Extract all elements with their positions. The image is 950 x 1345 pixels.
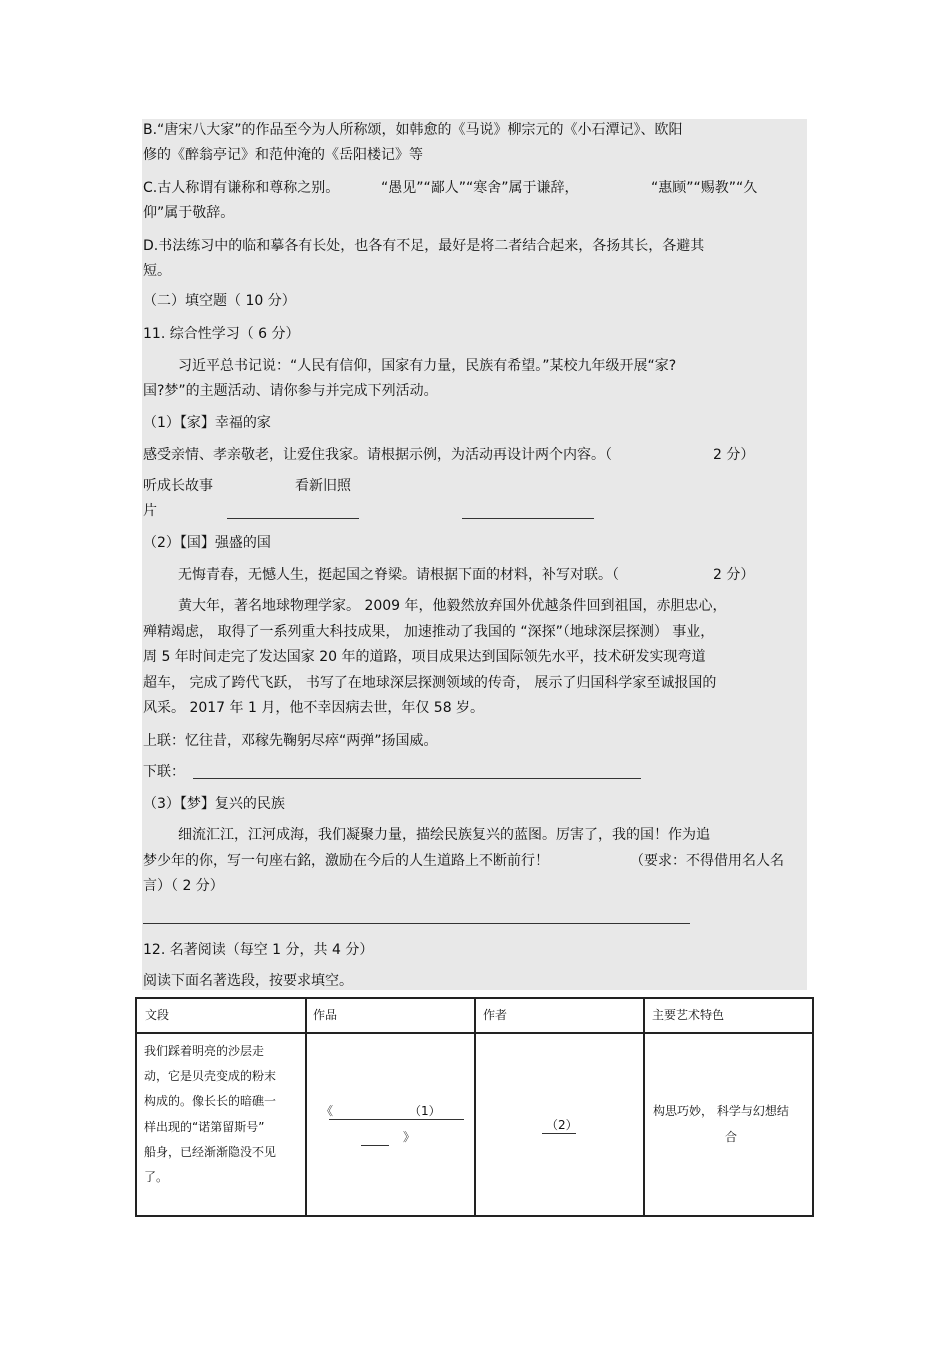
table-header-divider [137, 1032, 812, 1034]
section2-title: （二）填空题（ 10 分） [143, 293, 296, 309]
table-passage-cell [144, 1039, 276, 1190]
passage-line: 动，它是贝壳变成的粉末 [144, 1069, 277, 1084]
upper-couplet: 上联：忆往昔，邓稼先鞠躬尽瘁“两弹”扬国威。 [143, 733, 438, 749]
author-blank-line[interactable] [542, 1133, 576, 1134]
material-line4: 超车， 完成了跨代飞跃， 书写了在地球深层探测领域的传奇， 展示了归国科学家至诚报国的 [143, 675, 717, 691]
part3-prompt-line2b: （要求：不得借用名人名 [630, 853, 784, 869]
option-c-line2: 仰”属于敬辞。 [143, 205, 235, 221]
q11-title: 11. 综合性学习（ 6 分） [143, 326, 300, 342]
q12-instruction: 阅读下面名著选段，按要求填空。 [143, 973, 353, 989]
part1-prompt: 感受亲情、孝亲敬老，让爱住我家。请根据示例，为活动再设计两个内容。（ [143, 447, 612, 463]
part3-prompt-line1: 细流汇江，江河成海，我们凝聚力量，描绘民族复兴的蓝图。厉害了，我的国！作为追 [178, 827, 710, 843]
part2-points: 2 分） [713, 567, 755, 583]
part3-prompt-line2a: 梦少年的你，写一句座右銘，激励在今后的人生道路上不断前行！ [143, 853, 549, 869]
part2-prompt: 无悔青春，无憾人生，挺起国之脊梁。请根据下面的材料，补写对联。（ [178, 567, 619, 583]
passage-line: 船身，已经渐渐隐没不见 [144, 1144, 277, 1159]
work-blank-line[interactable] [329, 1119, 464, 1120]
passage-line: 了。 [144, 1170, 169, 1185]
answer-blank-lower-couplet[interactable] [193, 778, 641, 779]
material-line3: 周 5 年时间走完了发达国家 20 年的道路，项目成果达到国际领先水平，技术研发实现弯道 [143, 649, 706, 665]
table-header-feature: 主要艺术特色 [652, 1008, 725, 1022]
work-blank-line-2[interactable] [361, 1145, 389, 1146]
option-b-line1: B.“唐宋八大家”的作品至今为人所称颂，如韩愈的《马说》柳宗元的《小石潭记》、欧阳 [143, 122, 683, 138]
q11-intro-line2: 国?梦”的主题活动、请你参与并完成下列活动。 [143, 383, 438, 399]
option-d-line2: 短。 [143, 263, 171, 279]
material-line2: 殚精竭虑， 取得了一系列重大科技成果， 加速推动了我国的 “深探”（地球深层探测） 事业， [143, 624, 715, 640]
part1-points: 2 分） [713, 447, 755, 463]
table-header-work: 作品 [313, 1008, 338, 1022]
option-c-line1b: “愚见”“鄙人”“寒舍”属于谦辞， [381, 180, 579, 196]
q11-intro-line1: 习近平总书记说：“人民有信仰，国家有力量，民族有希望。”某校九年级开展“家? [178, 358, 677, 374]
classics-table [135, 997, 814, 1217]
part1-title: （1）【家】幸福的家 [143, 415, 271, 431]
feature-line1: 构思巧妙， 科学与幻想结 [653, 1104, 789, 1118]
part1-example2-cont: 片 [143, 503, 157, 519]
feature-line2: 合 [725, 1130, 738, 1144]
option-c-line1c: “惠顾”“赐教”“久 [651, 180, 758, 196]
part3-title: （3）【梦】复兴的民族 [143, 796, 285, 812]
material-line1: 黄大年，著名地球物理学家。 2009 年，他毅然放弃国外优越条件回到祖国，赤胆忠心， [178, 598, 727, 614]
passage-line: 样出现的“诺第留斯号” [144, 1119, 265, 1134]
lower-couplet-label: 下联： [143, 764, 185, 780]
table-header-passage: 文段 [145, 1008, 170, 1022]
option-b-line2: 修的《醉翁亭记》和范仲淹的《岳阳楼记》等 [143, 147, 423, 163]
option-d-line1: D.书法练习中的临和摹各有长处，也各有不足，最好是将二者结合起来，各扬其长，各避其 [143, 238, 705, 254]
answer-blank-motto[interactable] [143, 923, 690, 924]
q12-title: 12. 名著阅读（每空 1 分，共 4 分） [143, 942, 374, 958]
passage-line: 我们踩着明亮的沙层走 [144, 1044, 265, 1058]
table-header-author: 作者 [483, 1008, 508, 1022]
work-blank-label: （1） [409, 1104, 441, 1118]
part1-example2: 看新旧照 [295, 478, 351, 494]
work-close-bracket: 》 [403, 1130, 416, 1144]
part1-example1: 听成长故事 [143, 478, 213, 494]
part2-title: （2）【国】强盛的国 [143, 535, 271, 551]
passage-line: 构成的。像长长的暗礁一 [144, 1094, 277, 1109]
material-line5: 风采。 2017 年 1 月，他不幸因病去世，年仅 58 岁。 [143, 700, 485, 716]
answer-blank-activity1[interactable] [227, 518, 359, 519]
author-blank-label: （2） [546, 1118, 578, 1132]
part3-prompt-line3: 言）（ 2 分） [143, 878, 224, 894]
answer-blank-activity2[interactable] [462, 518, 594, 519]
option-c-line1a: C.古人称谓有谦称和尊称之别。 [143, 180, 340, 196]
work-open-bracket: 《 [321, 1104, 334, 1118]
